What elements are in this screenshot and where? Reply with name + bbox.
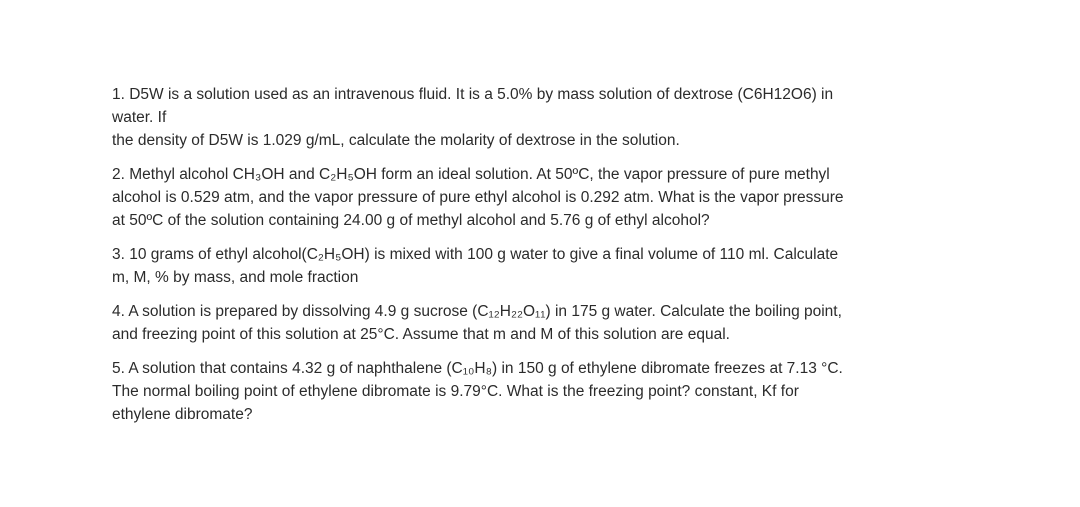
question-2 xyxy=(112,163,952,232)
question-1-line-3: the density of D5W is 1.029 g/mL, calculate the molarity of dextrose in the solution. xyxy=(112,132,680,149)
question-2-line-1: 2. Methyl alcohol CH₃OH and C₂H₅OH form an ideal solution. At 50ºC, the vapor pressure of pure methyl xyxy=(112,166,830,183)
question-2-line-2: alcohol is 0.529 atm, and the vapor pressure of pure ethyl alcohol is 0.292 atm. What is the vapor pressure xyxy=(112,189,844,206)
question-3 xyxy=(112,243,952,289)
question-5 xyxy=(112,357,952,426)
question-4-line-2: and freezing point of this solution at 25°C. Assume that m and M of this solution are equal. xyxy=(112,326,730,343)
question-5-line-2: The normal boiling point of ethylene dibromate is 9.79°C. What is the freezing point? constant, Kf for xyxy=(112,383,799,400)
question-2-line-3: at 50ºC of the solution containing 24.00 g of methyl alcohol and 5.76 g of ethyl alcohol? xyxy=(112,212,710,229)
question-5-line-3: ethylene dibromate? xyxy=(112,406,253,423)
question-1 xyxy=(112,83,952,152)
question-4 xyxy=(112,300,952,346)
question-4-line-1: 4. A solution is prepared by dissolving 4.9 g sucrose (C₁₂H₂₂O₁₁) in 175 g water. Calculate the boiling point, xyxy=(112,303,842,320)
question-1-line-2: water. If xyxy=(112,109,167,126)
question-1-line-1: 1. D5W is a solution used as an intravenous fluid. It is a 5.0% by mass solution of dextrose (C6H12O6) in xyxy=(112,86,834,103)
document-body xyxy=(112,83,952,437)
question-3-line-2: m, M, % by mass, and mole fraction xyxy=(112,269,359,286)
question-5-line-1: 5. A solution that contains 4.32 g of naphthalene (C₁₀H₈) in 150 g of ethylene dibromate freezes at 7.13 °C. xyxy=(112,360,843,377)
question-3-line-1: 3. 10 grams of ethyl alcohol(C₂H₅OH) is mixed with 100 g water to give a final volume of 110 ml. Calculate xyxy=(112,246,839,263)
